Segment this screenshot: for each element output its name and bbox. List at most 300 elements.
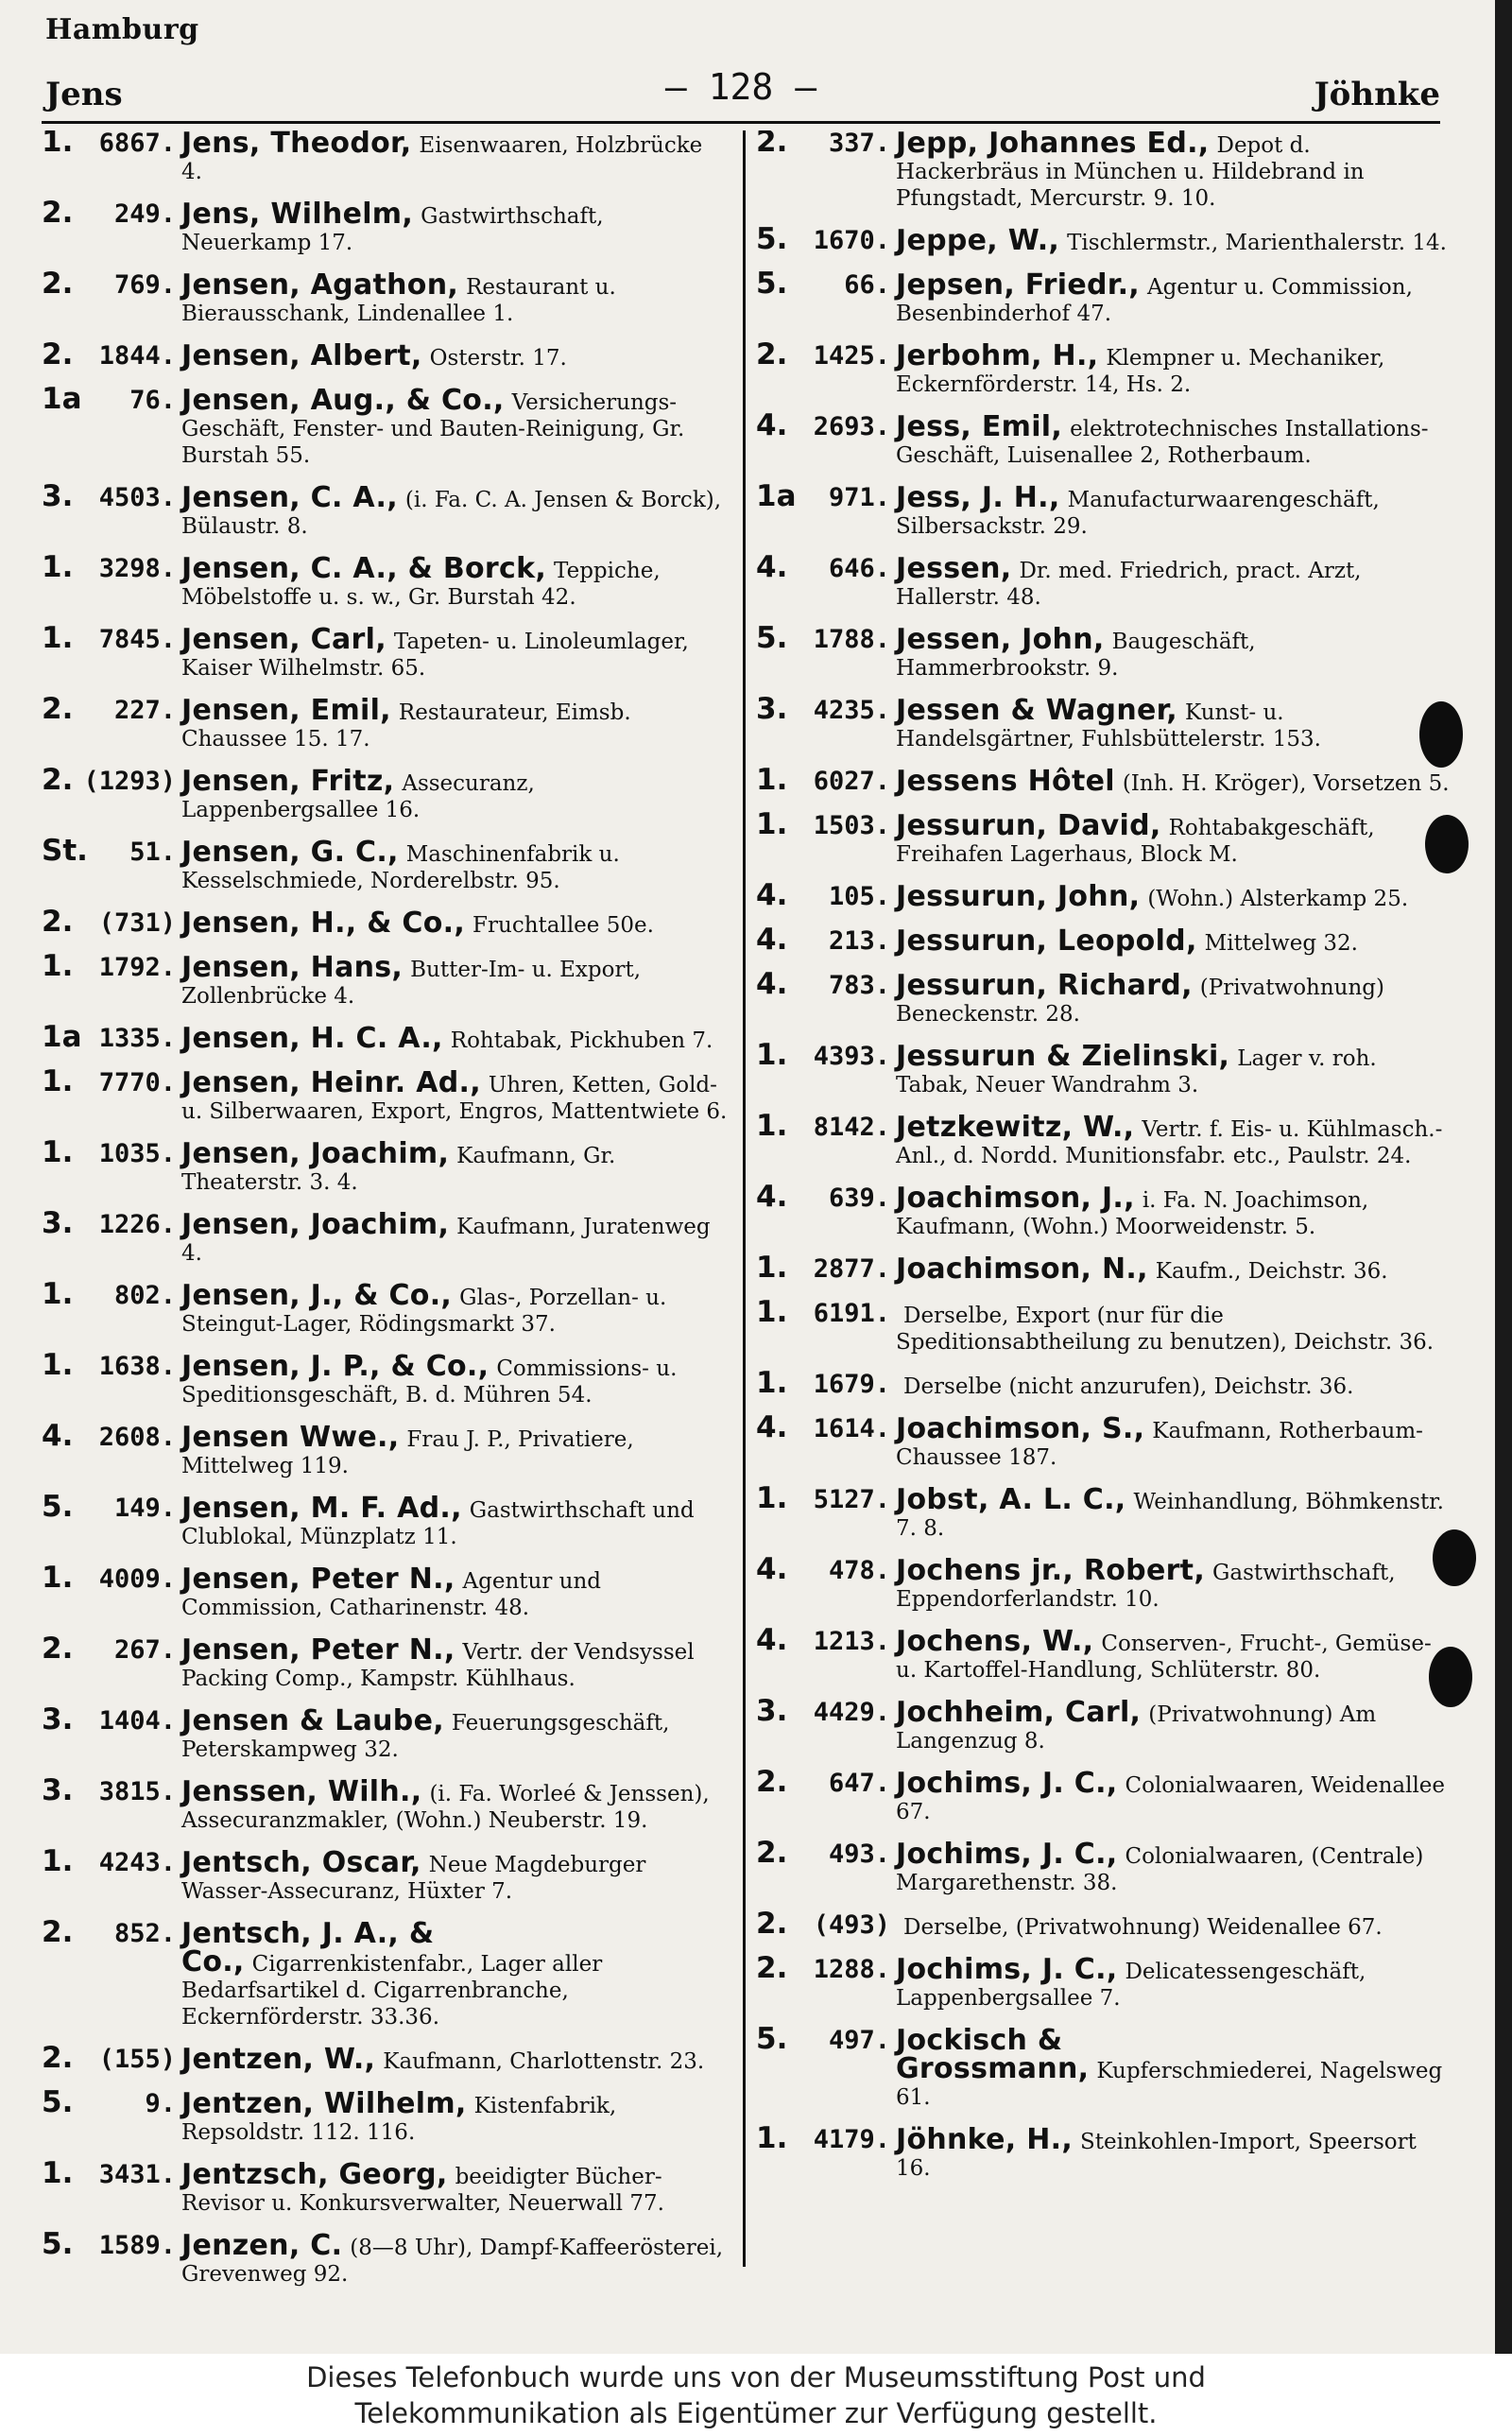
directory-entry: [756, 2121, 1455, 2182]
exchange-district: 5.: [42, 2085, 74, 2119]
subscriber-name: Jensen, C. A., & Borck,: [181, 552, 547, 585]
phone-number: 227.: [113, 696, 176, 725]
phone-number: 1035.: [98, 1139, 176, 1168]
phone-number: 267.: [113, 1635, 176, 1665]
directory-entry: [42, 1773, 730, 1834]
directory-entry: [756, 1366, 1455, 1400]
subscriber-name: Joachimson, S.,: [896, 1412, 1145, 1445]
phone-number: 51.: [129, 838, 176, 867]
exchange-district: 2.: [756, 1951, 788, 1985]
city-heading: Hamburg: [45, 13, 199, 46]
subscriber-name: Jensen, Joachim,: [181, 1137, 450, 1170]
subscriber-name: Jensen, H., & Co.,: [181, 907, 466, 940]
subscriber-details: Cigarrenkistenfabr., Lager aller Bedarfsartikel d. Cigarrenbranche, Eckernförderstr. 33.36.: [181, 1952, 603, 2030]
subscriber-details: Tapeten- u. Linoleumlager, Kaiser Wilhelmstr. 65.: [181, 630, 689, 681]
subscriber-name: Jochens jr., Robert,: [896, 1554, 1206, 1587]
phone-number: 4429.: [813, 1698, 890, 1727]
exchange-district: 1.: [756, 1251, 788, 1285]
phone-number: 66.: [844, 270, 890, 300]
subscriber-details: Neue Magdeburger Wasser-Assecuranz, Hüxter 7.: [181, 1853, 646, 1904]
phone-number: 1503.: [813, 811, 890, 840]
scan-edge: [1495, 0, 1512, 2354]
phone-number: 1679.: [813, 1370, 890, 1399]
subscriber-details: Agentur und Commission, Catharinenstr. 48.: [181, 1569, 601, 1620]
exchange-district: St.: [42, 834, 88, 868]
subscriber-name: Jentsch, J. A., & Co.,: [181, 1917, 435, 1978]
subscriber-name: Jess, J. H.,: [896, 481, 1060, 514]
column-divider: [743, 130, 746, 2267]
subscriber-name: Jenssen, Wilh.,: [181, 1775, 422, 1808]
directory-entry: [42, 1206, 730, 1267]
phone-number: 783.: [828, 971, 890, 1000]
directory-entry: [42, 1020, 730, 1055]
phone-number: 493.: [828, 1840, 890, 1869]
directory-entry: [42, 1348, 730, 1408]
subscriber-name: Jess, Emil,: [896, 410, 1063, 443]
subscriber-details: (Inh. H. Kröger), Vorsetzen 5.: [1122, 771, 1450, 796]
exchange-district: 3.: [756, 692, 788, 726]
directory-entry: [756, 267, 1455, 327]
subscriber-details: Kaufmann, Charlottenstr. 23.: [383, 2049, 705, 2074]
subscriber-details: (i. Fa. C. A. Jensen & Borck), Bülaustr. 8.: [181, 488, 722, 539]
phone-number: (1293): [83, 767, 176, 796]
header-rule: [42, 121, 1440, 124]
phone-number: 3298.: [98, 554, 176, 583]
exchange-district: 2.: [42, 1632, 74, 1666]
directory-entry: [756, 621, 1455, 682]
directory-entry: [42, 267, 730, 327]
directory-entry: [756, 1836, 1455, 1896]
directory-entry: [42, 2085, 730, 2146]
directory-entry: [42, 834, 730, 894]
subscriber-name: Jepp, Johannes Ed.,: [896, 130, 1210, 160]
directory-entry: [42, 1419, 730, 1479]
subscriber-name: Jensen, Heinr. Ad.,: [181, 1066, 481, 1099]
subscriber-name: Jessurun, John,: [896, 880, 1141, 913]
directory-entry: [756, 1251, 1455, 1286]
directory-entry: [756, 763, 1455, 798]
ink-blot: [1419, 701, 1463, 768]
ownership-notice-line2: Telekommunikation als Eigentümer zur Verfügung gestellt.: [354, 2397, 1158, 2429]
exchange-district: 1.: [42, 621, 74, 655]
subscriber-name: Jensen, J. P., & Co.,: [181, 1350, 490, 1383]
phone-number: 105.: [828, 882, 890, 911]
right-guide-word: Jöhnke: [1314, 76, 1440, 113]
exchange-district: 1.: [756, 807, 788, 841]
directory-entry: [756, 1180, 1455, 1240]
directory-entry: [42, 2156, 730, 2217]
phone-number: (493): [813, 1910, 890, 1940]
phone-number: 478.: [828, 1556, 890, 1585]
phone-number: 802.: [113, 1281, 176, 1310]
subscriber-details: Feuerungsgeschäft, Peterskampweg 32.: [181, 1711, 670, 1762]
exchange-district: 1.: [756, 2121, 788, 2155]
directory-entry: [42, 763, 730, 823]
phone-number: 497.: [828, 2026, 890, 2055]
phone-number: 6191.: [813, 1299, 890, 1328]
subscriber-details: Derselbe, (Privatwohnung) Weidenallee 67.: [903, 1915, 1383, 1940]
left-column: [42, 130, 730, 2305]
subscriber-details: Versicherungs-Geschäft, Fenster- und Bauten-Reinigung, Gr. Burstah 55.: [181, 390, 685, 468]
directory-entry: [756, 1907, 1455, 1941]
subscriber-name: Jensen, H. C. A.,: [181, 1022, 443, 1055]
exchange-district: 2.: [42, 267, 74, 301]
exchange-district: 5.: [756, 222, 788, 256]
subscriber-details: Agentur u. Commission, Besenbinderhof 47.: [896, 275, 1413, 326]
subscriber-name: Jensen, J., & Co.,: [181, 1279, 453, 1312]
subscriber-details: Kupferschmiederei, Nagelsweg 61.: [896, 2059, 1443, 2110]
subscriber-name: Jensen, Carl,: [181, 623, 387, 656]
phone-number: 6867.: [98, 130, 176, 158]
phone-number: 646.: [828, 554, 890, 583]
phone-number: 1792.: [98, 953, 176, 982]
phone-number: 3431.: [98, 2160, 176, 2189]
subscriber-name: Jensen Wwe.,: [181, 1421, 400, 1454]
exchange-district: 1.: [42, 2156, 74, 2190]
subscriber-details: Mittelweg 32.: [1204, 931, 1358, 956]
exchange-district: 5.: [756, 2022, 788, 2056]
directory-entry: [756, 1694, 1455, 1754]
subscriber-name: Jessen,: [896, 552, 1012, 585]
exchange-district: 3.: [42, 479, 74, 513]
subscriber-details: Colonialwaaren, Weidenallee 67.: [896, 1773, 1446, 1824]
exchange-district: 3.: [756, 1694, 788, 1728]
directory-entry: [756, 1038, 1455, 1098]
subscriber-name: Jockisch & Grossmann,: [896, 2024, 1090, 2085]
exchange-district: 4.: [756, 878, 788, 912]
phone-number: 8142.: [813, 1113, 890, 1142]
directory-entry: [756, 1623, 1455, 1684]
phone-number: 647.: [828, 1769, 890, 1798]
phone-number: 7770.: [98, 1068, 176, 1097]
exchange-district: 1a: [42, 382, 82, 416]
right-column: [756, 130, 1455, 2305]
phone-number: 149.: [113, 1494, 176, 1523]
subscriber-details: Conserven-, Frucht-, Gemüse- u. Kartoffel-Handlung, Schlüterstr. 80.: [896, 1632, 1432, 1683]
phone-number: 1335.: [98, 1024, 176, 1053]
ownership-notice: [0, 2354, 1512, 2436]
subscriber-name: Jessens Hôtel: [896, 765, 1115, 798]
subscriber-details: Manufacturwaarengeschäft, Silbersackstr. 29.: [896, 488, 1380, 539]
directory-entry: [42, 382, 730, 469]
phone-number: 639.: [828, 1183, 890, 1213]
subscriber-details: Steinkohlen-Import, Speersort 16.: [896, 2130, 1417, 2181]
phone-number: 1844.: [98, 341, 176, 371]
exchange-district: 2.: [42, 763, 74, 797]
phone-number: 1213.: [813, 1627, 890, 1656]
phone-number: (731): [98, 908, 176, 938]
subscriber-details: Assecuranz, Lappenbergsallee 16.: [181, 771, 535, 822]
subscriber-name: Jessurun, Richard,: [896, 969, 1193, 1002]
subscriber-name: Jensen & Laube,: [181, 1704, 444, 1737]
directory-entry: [42, 130, 730, 185]
subscriber-details: (Wohn.) Alsterkamp 25.: [1147, 887, 1409, 911]
subscriber-details: Lager v. roh. Tabak, Neuer Wandrahm 3.: [896, 1046, 1377, 1097]
subscriber-details: beeidigter Bücher-Revisor u. Konkursverwalter, Neuerwall 77.: [181, 2165, 664, 2216]
subscriber-details: Gastwirthschaft, Eppendorferlandstr. 10.: [896, 1561, 1396, 1612]
exchange-district: 4.: [42, 1419, 74, 1453]
exchange-district: 4.: [756, 1410, 788, 1444]
subscriber-details: i. Fa. N. Joachimson, Kaufmann, (Wohn.) Moorweidenstr. 5.: [896, 1188, 1369, 1239]
subscriber-details: Rohtabakgeschäft, Freihafen Lagerhaus, Block M.: [896, 816, 1375, 867]
subscriber-name: Jentzen, Wilhelm,: [181, 2087, 467, 2120]
subscriber-details: Butter-Im- u. Export, Zollenbrücke 4.: [181, 958, 642, 1009]
subscriber-name: Jobst, A. L. C.,: [896, 1483, 1126, 1516]
subscriber-details: Commissions- u. Speditionsgeschäft, B. d. Mühren 54.: [181, 1356, 678, 1408]
directory-entry: [756, 1552, 1455, 1613]
exchange-district: 2.: [42, 1915, 74, 1949]
subscriber-details: Gastwirthschaft, Neuerkamp 17.: [181, 204, 604, 255]
phone-number: 769.: [113, 270, 176, 300]
directory-entry: [42, 196, 730, 256]
subscriber-details: Depot d. Hackerbräus in München u. Hildebrand in Pfungstadt, Mercurstr. 9. 10.: [896, 133, 1365, 211]
subscriber-name: Jeppe, W.,: [896, 224, 1060, 257]
subscriber-name: Jensen, Hans,: [181, 951, 404, 984]
exchange-district: 4.: [756, 550, 788, 584]
subscriber-details: Teppiche, Möbelstoffe u. s. w., Gr. Burstah 42.: [181, 559, 661, 610]
directory-entry: [756, 2022, 1455, 2111]
exchange-district: 2.: [756, 130, 788, 159]
subscriber-details: Vertr. f. Eis- u. Kühlmasch.-Anl., d. Nordd. Munitionsfabr. etc., Paulstr. 24.: [896, 1117, 1443, 1168]
subscriber-name: Jessurun & Zielinski,: [896, 1040, 1230, 1073]
subscriber-details: Delicatessengeschäft, Lappenbergsallee 7.: [896, 1960, 1366, 2011]
subscriber-details: Maschinenfabrik u. Kesselschmiede, Norderelbstr. 95.: [181, 842, 620, 893]
subscriber-details: Dr. med. Friedrich, pract. Arzt, Hallerstr. 48.: [896, 559, 1362, 610]
directory-entry: [756, 550, 1455, 611]
subscriber-name: Jensen, Fritz,: [181, 765, 395, 798]
exchange-district: 1.: [756, 1109, 788, 1143]
phone-number: 5127.: [813, 1485, 890, 1514]
subscriber-details: Frau J. P., Privatiere, Mittelweg 119.: [181, 1427, 634, 1478]
subscriber-name: Jensen, Joachim,: [181, 1208, 450, 1241]
directory-entry: [42, 949, 730, 1010]
directory-entry: [756, 408, 1455, 469]
phone-number: 971.: [828, 483, 890, 512]
directory-entry: [42, 2227, 730, 2288]
exchange-district: 1.: [42, 550, 74, 584]
phone-number: 1614.: [813, 1414, 890, 1443]
directory-entry: [42, 2041, 730, 2076]
exchange-district: 2.: [42, 905, 74, 939]
exchange-district: 5.: [42, 1490, 74, 1524]
exchange-district: 3.: [42, 1206, 74, 1240]
subscriber-name: Jensen, C. A.,: [181, 481, 398, 514]
phone-number: 1638.: [98, 1352, 176, 1381]
subscriber-details: Kistenfabrik, Repsoldstr. 112. 116.: [181, 2094, 617, 2145]
phone-number: 1589.: [98, 2231, 176, 2260]
exchange-district: 1.: [42, 1277, 74, 1311]
exchange-district: 2.: [756, 1765, 788, 1799]
phone-number: 4243.: [98, 1848, 176, 1877]
directory-entry: [42, 1844, 730, 1905]
phone-number: 213.: [828, 926, 890, 956]
ink-blot: [1425, 815, 1469, 873]
subscriber-name: Jenzen, C.: [181, 2229, 343, 2262]
exchange-district: 1.: [42, 130, 74, 159]
exchange-district: 1.: [42, 949, 74, 983]
exchange-district: 1.: [42, 1064, 74, 1098]
directory-entry: [42, 479, 730, 540]
subscriber-details: Fruchtallee 50e.: [472, 913, 654, 938]
subscriber-name: Jochims, J. C.,: [896, 1838, 1118, 1871]
exchange-district: 1a: [42, 1020, 82, 1054]
subscriber-name: Jentsch, Oscar,: [181, 1846, 421, 1879]
phone-number: 76.: [129, 386, 176, 415]
ink-blot: [1433, 1529, 1476, 1586]
phone-number: (155): [98, 2045, 176, 2074]
phone-number: 4503.: [98, 483, 176, 512]
subscriber-details: Restaurateur, Eimsb. Chaussee 15. 17.: [181, 700, 631, 752]
directory-entry: [756, 692, 1455, 752]
left-guide-word: Jens: [45, 76, 123, 113]
exchange-district: 2.: [42, 337, 74, 371]
subscriber-name: Joachimson, J.,: [896, 1182, 1135, 1215]
directory-entry: [42, 621, 730, 682]
exchange-district: 1.: [756, 1366, 788, 1400]
exchange-district: 1.: [756, 1038, 788, 1072]
exchange-district: 1.: [42, 1348, 74, 1382]
exchange-district: 5.: [756, 267, 788, 301]
subscriber-details: Kunst- u. Handelsgärtner, Fuhlsbüttelerstr. 153.: [896, 700, 1321, 752]
subscriber-name: Jochens, W.,: [896, 1625, 1094, 1658]
exchange-district: 1.: [756, 1295, 788, 1329]
exchange-district: 1.: [756, 763, 788, 797]
exchange-district: 2.: [42, 2041, 74, 2075]
subscriber-details: (8—8 Uhr), Dampf-Kaffeerösterei, Grevenweg 92.: [181, 2236, 724, 2287]
phone-number: 6027.: [813, 767, 890, 796]
directory-entry: [756, 967, 1455, 1028]
subscriber-details: Klempner u. Mechaniker, Eckernförderstr. 14, Hs. 2.: [896, 346, 1385, 397]
phone-number: 7845.: [98, 625, 176, 654]
phone-number: 249.: [113, 199, 176, 229]
subscriber-name: Jessen, John,: [896, 623, 1105, 656]
exchange-district: 2.: [756, 1907, 788, 1941]
subscriber-name: Jetzkewitz, W.,: [896, 1111, 1135, 1144]
subscriber-name: Jöhnke, H.,: [896, 2123, 1074, 2156]
directory-entry: [42, 1135, 730, 1196]
ink-blot: [1429, 1647, 1472, 1707]
directory-entry: [756, 1765, 1455, 1825]
subscriber-details: (i. Fa. Worleé & Jenssen), Assecuranzmakler, (Wohn.) Neuberstr. 19.: [181, 1782, 710, 1833]
subscriber-details: Vertr. der Vendsyssel Packing Comp., Kampstr. Kühlhaus.: [181, 1640, 695, 1691]
exchange-district: 4.: [756, 967, 788, 1001]
exchange-district: 4.: [756, 1180, 788, 1214]
directory-entry: [42, 1561, 730, 1621]
subscriber-name: Jessurun, David,: [896, 809, 1161, 842]
directory-entry: [756, 479, 1455, 540]
phone-number: 1425.: [813, 341, 890, 371]
directory-entry: [42, 1490, 730, 1550]
directory-entry: [42, 1277, 730, 1338]
exchange-district: 3.: [42, 1702, 74, 1736]
directory-entry: [756, 222, 1455, 257]
directory-entry: [756, 923, 1455, 958]
subscriber-name: Jensen, G. C.,: [181, 836, 399, 869]
exchange-district: 4.: [756, 923, 788, 957]
subscriber-name: Joachimson, N.,: [896, 1253, 1148, 1286]
subscriber-details: Eisenwaaren, Holzbrücke 4.: [181, 133, 703, 184]
phone-number: 4009.: [98, 1564, 176, 1594]
phone-number: 3815.: [98, 1777, 176, 1806]
phone-number: 4179.: [813, 2125, 890, 2154]
subscriber-name: Jensen, Emil,: [181, 694, 391, 727]
directory-entry: [756, 130, 1455, 212]
subscriber-name: Jochims, J. C.,: [896, 1953, 1118, 1986]
exchange-district: 1a: [756, 479, 797, 513]
phone-number: 1788.: [813, 625, 890, 654]
phone-number: 1404.: [98, 1706, 176, 1736]
subscriber-name: Jochims, J. C.,: [896, 1767, 1118, 1800]
subscriber-details: (Privatwohnung) Am Langenzug 8.: [896, 1702, 1377, 1754]
subscriber-details: (Privatwohnung) Beneckenstr. 28.: [896, 976, 1384, 1027]
subscriber-details: Derselbe (nicht anzurufen), Deichstr. 36.: [903, 1374, 1354, 1399]
phone-number: 2877.: [813, 1254, 890, 1284]
subscriber-details: Kaufmann, Rotherbaum-Chaussee 187.: [896, 1419, 1423, 1470]
subscriber-name: Jensen, Peter N.,: [181, 1563, 455, 1596]
subscriber-name: Jens, Wilhelm,: [181, 198, 414, 231]
directory-entry: [42, 1632, 730, 1692]
subscriber-details: Tischlermstr., Marienthalerstr. 14.: [1067, 231, 1447, 255]
directory-entry: [42, 550, 730, 611]
subscriber-details: Weinhandlung, Böhmkenstr. 7. 8.: [896, 1490, 1444, 1541]
exchange-district: 1.: [756, 1481, 788, 1515]
exchange-district: 2.: [756, 337, 788, 371]
subscriber-details: Osterstr. 17.: [429, 346, 567, 371]
phone-number: 2693.: [813, 412, 890, 441]
directory-entry: [756, 1295, 1455, 1356]
directory-entry: [42, 337, 730, 372]
subscriber-details: Kaufmann, Juratenweg 4.: [181, 1215, 711, 1266]
directory-entry: [42, 1702, 730, 1763]
exchange-district: 2.: [756, 1836, 788, 1870]
exchange-district: 1.: [42, 1844, 74, 1878]
subscriber-name: Jerbohm, H.,: [896, 339, 1099, 372]
subscriber-name: Jensen, Peter N.,: [181, 1633, 455, 1667]
exchange-district: 5.: [756, 621, 788, 655]
subscriber-name: Jensen, Agathon,: [181, 268, 459, 302]
subscriber-name: Jensen, M. F. Ad.,: [181, 1492, 462, 1525]
subscriber-details: Restaurant u. Bierausschank, Lindenallee 1.: [181, 275, 616, 326]
phone-number: 2608.: [98, 1423, 176, 1452]
subscriber-details: Kaufm., Deichstr. 36.: [1155, 1259, 1388, 1284]
subscriber-details: Kaufmann, Gr. Theaterstr. 3. 4.: [181, 1144, 616, 1195]
phone-number: 4235.: [813, 696, 890, 725]
exchange-district: 4.: [756, 1623, 788, 1657]
phone-number: 1226.: [98, 1210, 176, 1239]
exchange-district: 4.: [756, 1552, 788, 1586]
subscriber-details: Derselbe, Export (nur für die Speditionsabtheilung zu benutzen), Deichstr. 36.: [896, 1304, 1435, 1355]
ownership-notice-line1: Dieses Telefonbuch wurde uns von der Museumsstiftung Post und: [306, 2361, 1206, 2393]
directory-entry: [756, 1481, 1455, 1542]
directory-entry: [756, 1410, 1455, 1471]
subscriber-details: Uhren, Ketten, Gold- u. Silberwaaren, Export, Engros, Mattentwiete 6.: [181, 1073, 728, 1124]
phone-number: 1288.: [813, 1955, 890, 1984]
exchange-district: 3.: [42, 1773, 74, 1807]
directory-entry: [42, 905, 730, 940]
exchange-district: 1.: [42, 1135, 74, 1169]
subscriber-name: Jens, Theodor,: [181, 130, 412, 160]
subscriber-name: Jensen, Albert,: [181, 339, 422, 372]
exchange-district: 2.: [42, 196, 74, 230]
subscriber-details: Rohtabak, Pickhuben 7.: [450, 1028, 713, 1053]
exchange-district: 1.: [42, 1561, 74, 1595]
subscriber-details: Glas-, Porzellan- u. Steingut-Lager, Rödingsmarkt 37.: [181, 1286, 667, 1337]
directory-entry: [756, 1951, 1455, 2012]
directory-entry: [756, 878, 1455, 913]
directory-entry: [756, 337, 1455, 398]
directory-entry: [756, 1109, 1455, 1169]
phone-number: 9.: [145, 2089, 176, 2118]
